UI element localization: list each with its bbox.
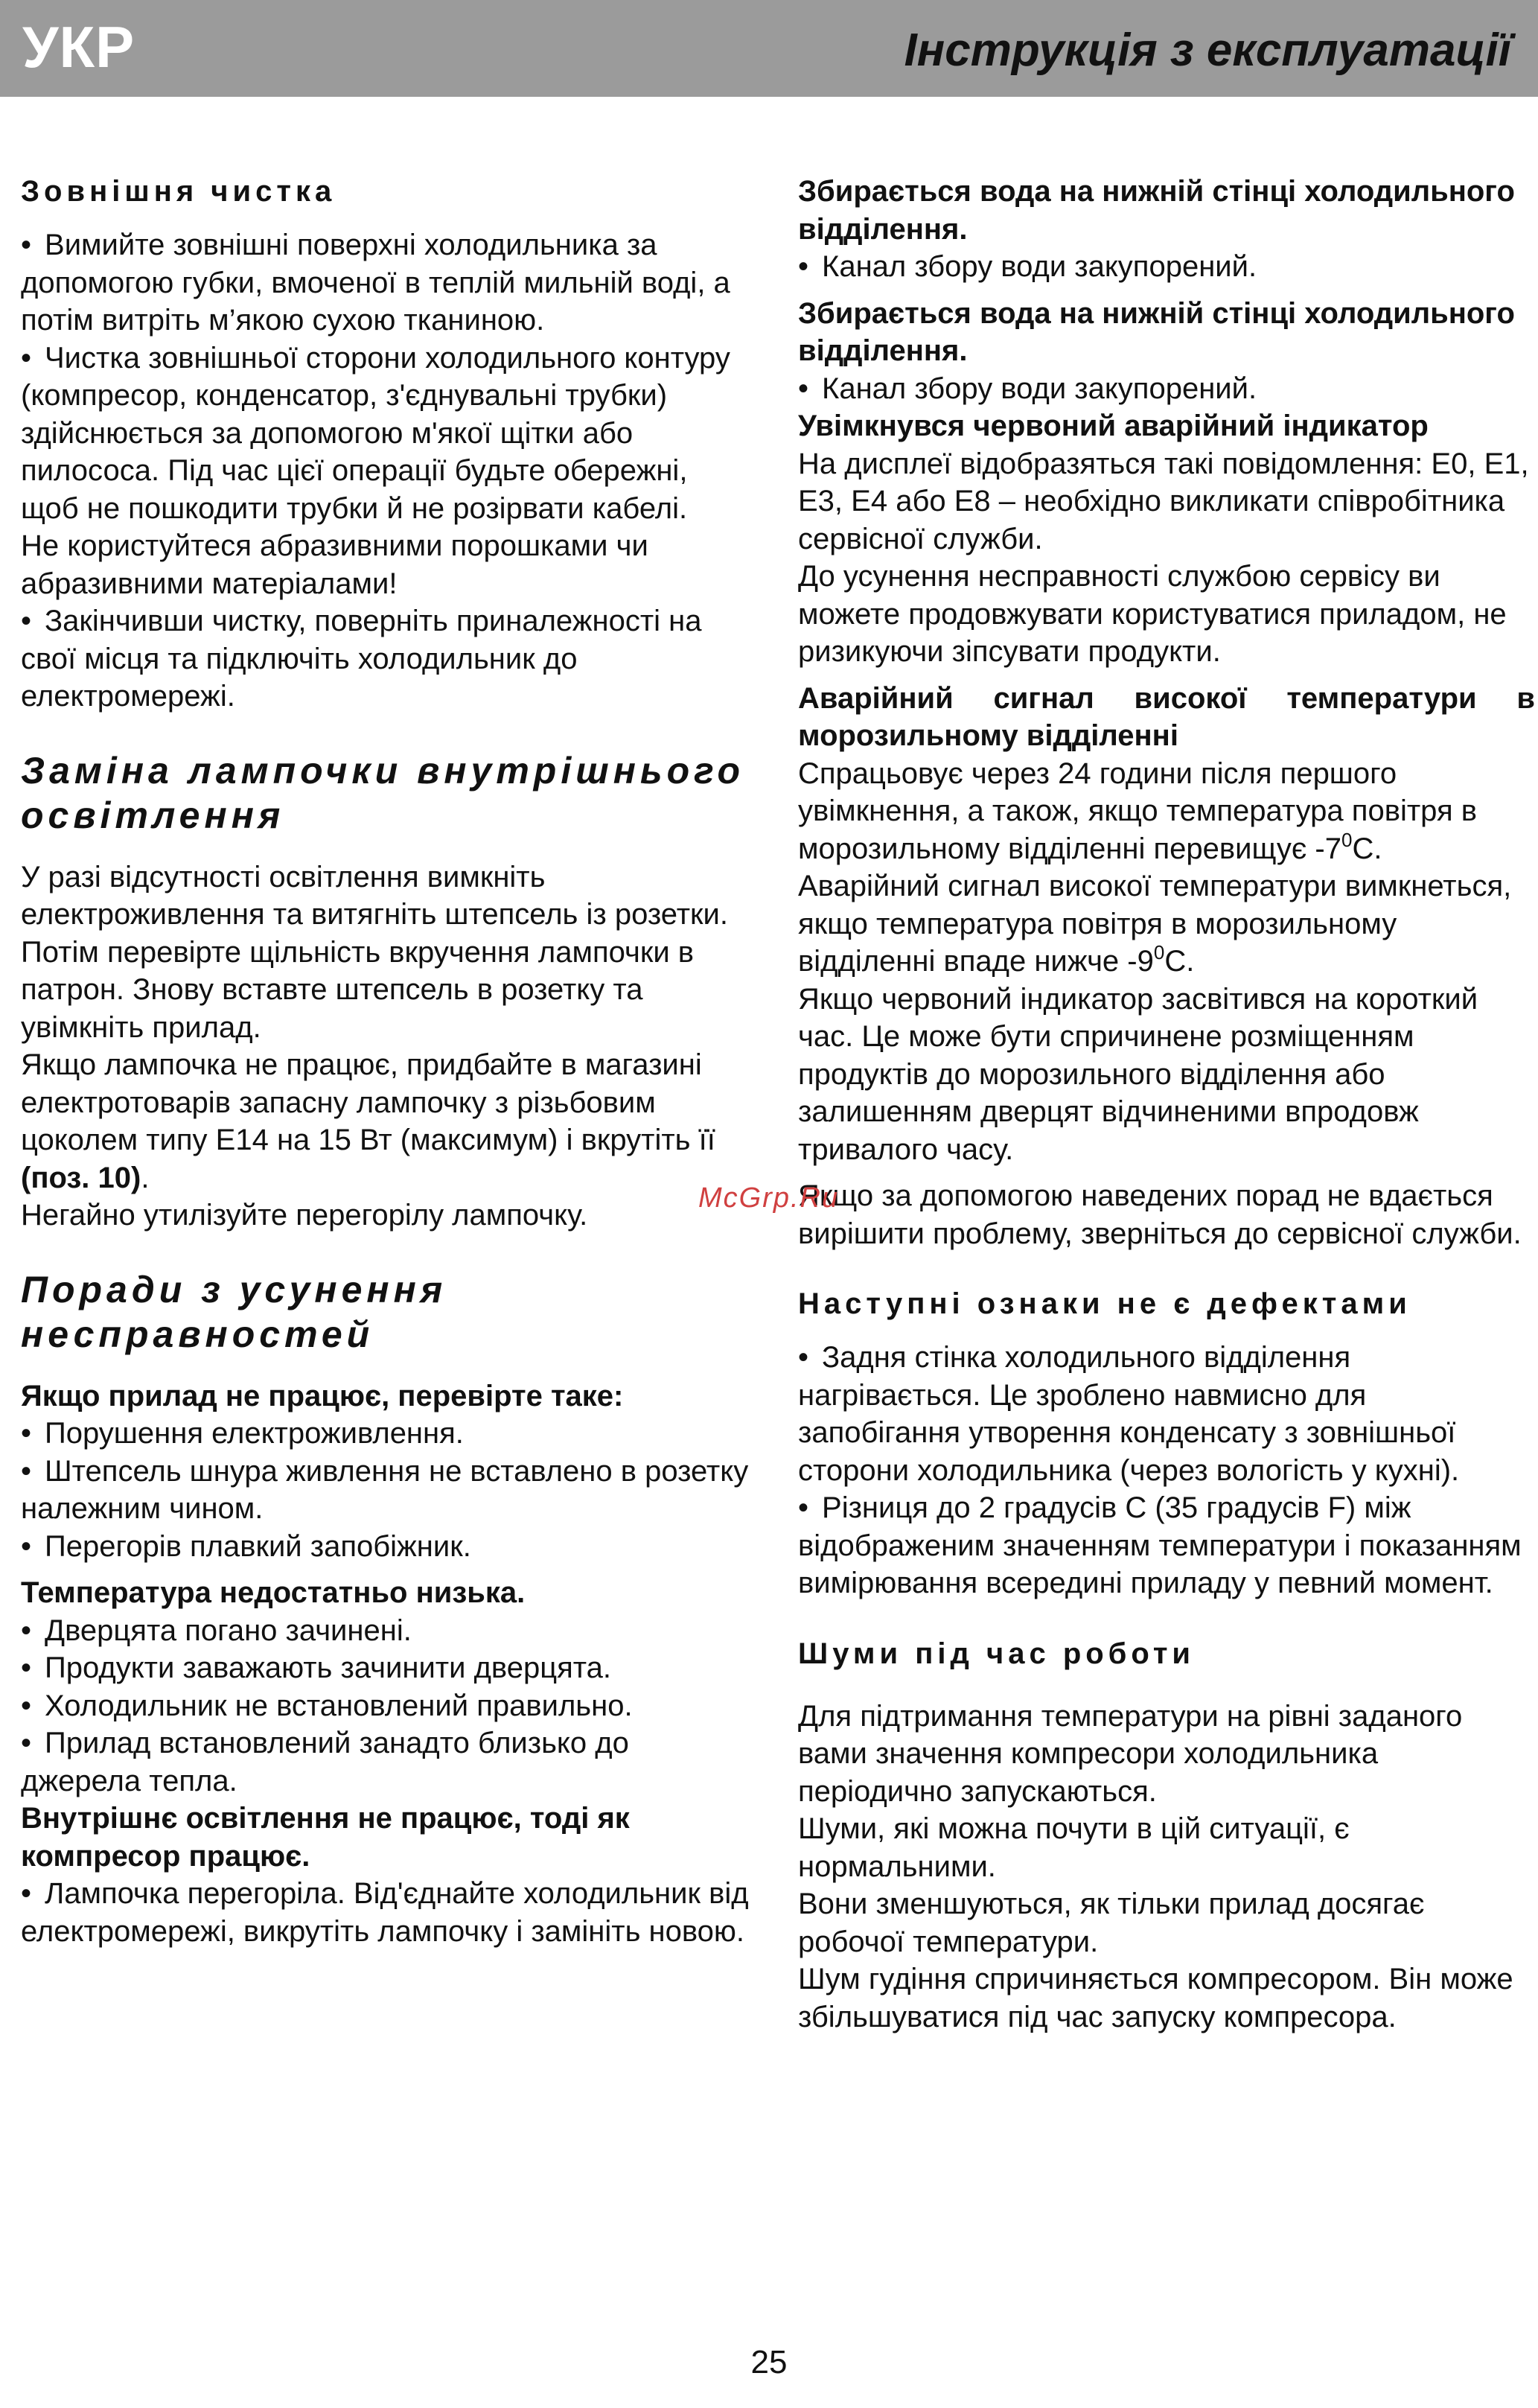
paragraph: Шум гудіння спричиняється компресором. Він може збільшуватися під час запуску компресора.	[798, 1963, 1513, 2033]
page-number: 25	[750, 2344, 788, 2380]
paragraph: Вони зменшуються, як тільки прилад досягає робочої температури.	[798, 1888, 1425, 1958]
left-column	[21, 173, 750, 1950]
paragraph: Шуми, які можна почути в цій ситуації, є нормальними.	[798, 1812, 1350, 1883]
paragraph: До усунення несправності службою сервісу ви можете продовжувати користуватися приладом, не ризикуючи зіпсувати продукти.	[798, 560, 1507, 668]
section-title-lamp-replacement: Заміна лампочки внутрішнього освітлення	[21, 749, 745, 836]
section-title-troubleshooting: Поради з усунення несправностей	[21, 1268, 447, 1355]
list-item: • Продукти заважають зачинити дверцята.	[21, 1649, 750, 1687]
paragraph: • Вимийте зовнішні поверхні холодильника за допомогою губки, вмоченої в теплій мильній воді, а потім витріть м’якою сухою тканиною.	[21, 226, 750, 340]
paragraph: Аварійний сигнал високої температури вимкнеться, якщо температура повітря в морозильному відділенні впаде нижче $-9^0C$.	[798, 870, 1512, 978]
paragraph: Якщо лампочка не працює, придбайте в магазині електротоварів запасну лампочку з різьбовим цоколем типу E14 на 15 Вт (максимум) і вкрутіть її (поз. 10).	[21, 1048, 715, 1194]
list-item: • Порушення електроживлення.	[21, 1415, 750, 1453]
subheading: Аварійний сигнал високої температури в	[798, 681, 1535, 715]
list-item: • Канал збору води закупорений.	[798, 370, 1535, 408]
watermark: McGrp.Ru	[698, 1182, 840, 1214]
paragraph: На дисплеї відобразяться такі повідомлення: E0, E1, E3, E4 або E8 – необхідно викликати співробітника сервісної служби.	[798, 447, 1529, 555]
section-title-operating-noises: Шуми під час роботи	[798, 1637, 1196, 1670]
paragraph: Якщо за допомогою наведених порад не вдається вирішити проблему, зверніться до сервісної служби.	[798, 1179, 1522, 1250]
paragraph: Негайно утилізуйте перегорілу лампочку.	[21, 1199, 588, 1232]
section-title-exterior-cleaning: Зовнішня чистка	[21, 175, 336, 208]
paragraph: • Закінчивши чистку, поверніть приналежності на свої місця та підключіть холодильник до електромережі.	[21, 602, 750, 716]
list-item: • Канал збору води закупорений.	[798, 248, 1535, 286]
subheading: Збирається вода на нижній стінці холодильного відділення.	[798, 296, 1515, 367]
list-item: • Прилад встановлений занадто близько до джерела тепла.	[21, 1724, 750, 1800]
list-item: • Задня стінка холодильного відділення нагрівається. Це зроблено навмисно для запобігання утворення конденсату з зовнішньої сторони холодильника (через вологість у кухні).	[798, 1339, 1535, 1489]
paragraph: У разі відсутності освітлення вимкніть електроживлення та витягніть штепсель із розетки.	[21, 860, 728, 931]
subheading: Температура недостатньо низька.	[21, 1576, 526, 1609]
section-title-not-defects: Наступні ознаки не є дефектами	[798, 1287, 1411, 1320]
list-item: • Дверцята погано зачинені.	[21, 1612, 750, 1650]
paragraph: • Чистка зовнішньої сторони холодильного контуру (компресор, конденсатор, з'єднувальні трубки) здійснюється за допомогою м'якої щітки або пилососа. Під час цієї операції будьте обережні, щоб не пошкодити трубки й не розірвати кабелі.	[21, 340, 750, 528]
subheading: Увімкнувся червоний аварійний індикатор	[798, 410, 1429, 442]
paragraph: Потім перевірте щільність вкручення лампочки в патрон. Знову вставте штепсель в розетку та увімкніть прилад.	[21, 935, 695, 1044]
list-item: • Лампочка перегоріла. Від'єднайте холодильник від електромережі, викрутіть лампочку і замініть новою.	[21, 1875, 750, 1950]
language-label: УКР	[22, 14, 135, 80]
list-item: • Перегорів плавкий запобіжник.	[21, 1528, 750, 1566]
list-item: • Холодильник не встановлений правильно.	[21, 1687, 750, 1725]
list-item: • Різниця до 2 градусів C (35 градусів F) між відображеним значенням температури і показанням вимірювання всередині приладу у певний момент.	[798, 1489, 1535, 1602]
subheading: Внутрішнє освітлення не працює, тоді як компресор працює.	[21, 1802, 630, 1873]
paragraph: Спрацьовує через 24 години після першого увімкнення, а також, якщо температура повітря в морозильному відділенні перевищує $-7^0C$.	[798, 757, 1477, 865]
subheading: Якщо прилад не працює, перевірте таке:	[21, 1379, 624, 1412]
paragraph: Для підтримання температури на рівні заданого вами значення компресори холодильника періодично запускаються.	[798, 1699, 1463, 1808]
header-bar	[0, 0, 1538, 97]
manual-title: Інструкція з експлуатації	[904, 25, 1511, 76]
subheading: морозильному відділенні	[798, 719, 1178, 752]
subheading: Збирається вода на нижній стінці холодильного відділення.	[798, 175, 1515, 246]
paragraph: Не користуйтеся абразивними порошками чи абразивними матеріалами!	[21, 529, 648, 600]
list-item: • Штепсель шнура живлення не вставлено в розетку належним чином.	[21, 1453, 750, 1528]
right-column	[798, 173, 1535, 2036]
paragraph: Якщо червоний індикатор засвітився на короткий час. Це може бути спричинене розміщенням продуктів до морозильного відділення або залишенням дверцят відчиненими впродовж тривалого часу.	[798, 982, 1478, 1166]
